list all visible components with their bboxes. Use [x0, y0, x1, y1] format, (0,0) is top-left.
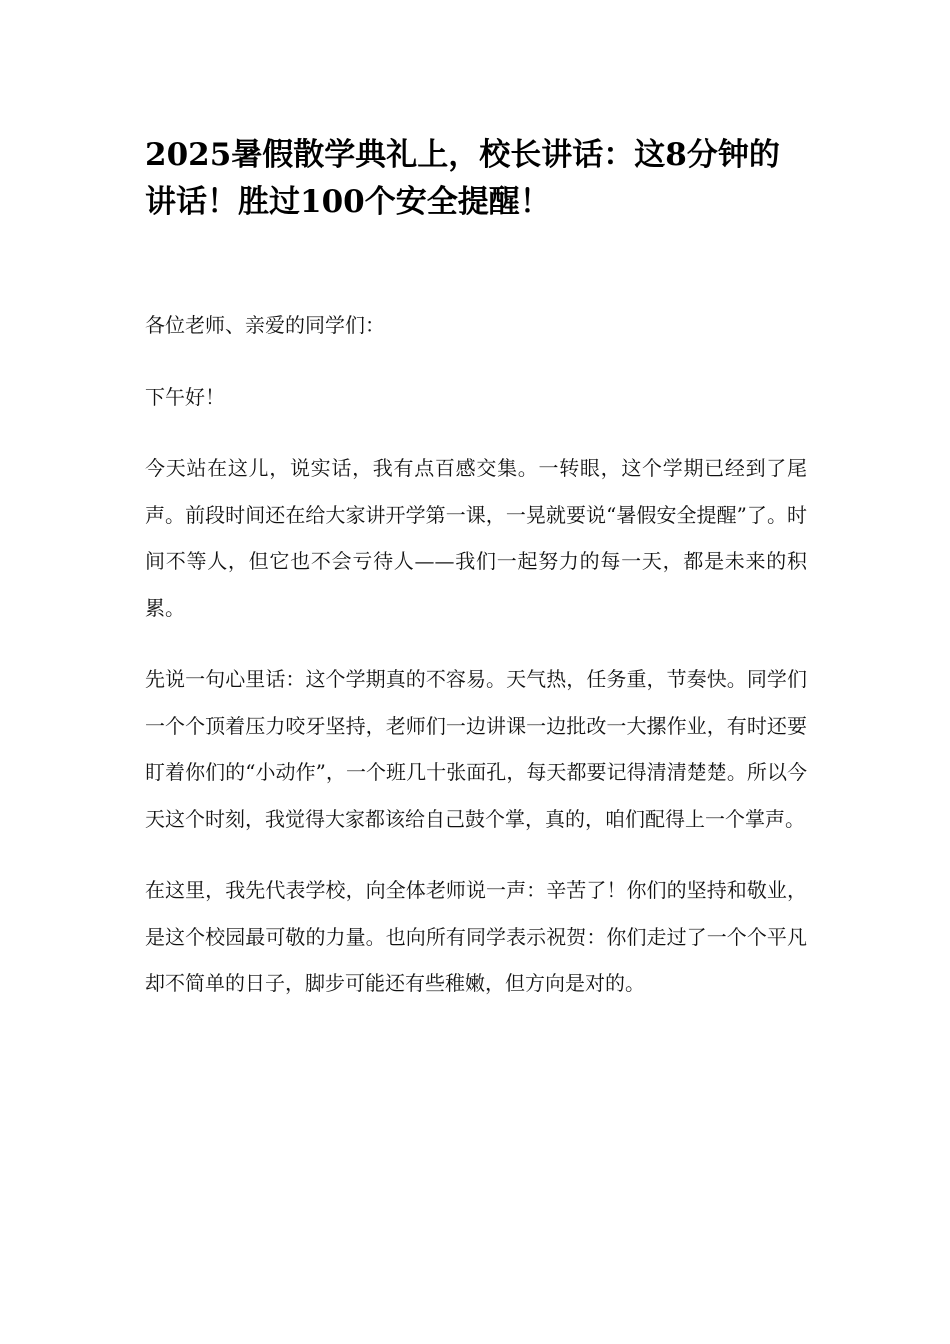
- document-title: 2025暑假散学典礼上，校长讲话：这8分钟的讲话！胜过100个安全提醒！: [145, 137, 780, 220]
- body-paragraph: 在这里，我先代表学校，向全体老师说一声：辛苦了！你们的坚持和敬业，是这个校园最可敬的力量。也向所有同学表示祝贺：你们走过了一个个平凡却不简单的日子，脚步可能还有些稚嫩，但方向是对的。: [145, 878, 807, 995]
- salutation: 各位老师、亲爱的同学们：: [145, 313, 385, 337]
- body-paragraph: 今天站在这儿，说实话，我有点百感交集。一转眼，这个学期已经到了尾声。前段时间还在给大家讲开学第一课，一晃就要说“暑假安全提醒”了。时间不等人，但它也不会亏待人——我们一起努力的每一天，都是未来的积累。: [145, 456, 807, 620]
- document-body: [145, 302, 807, 1032]
- body-paragraph: 先说一句心里话：这个学期真的不容易。天气热，任务重，节奏快。同学们一个个顶着压力咬牙坚持，老师们一边讲课一边批改一大摞作业，有时还要盯着你们的“小动作”，一个班几十张面孔，每天都要记得清清楚楚。所以今天这个时刻，我觉得大家都该给自己鼓个掌，真的，咱们配得上一个掌声。: [145, 667, 807, 831]
- greeting: 下午好！: [145, 384, 225, 409]
